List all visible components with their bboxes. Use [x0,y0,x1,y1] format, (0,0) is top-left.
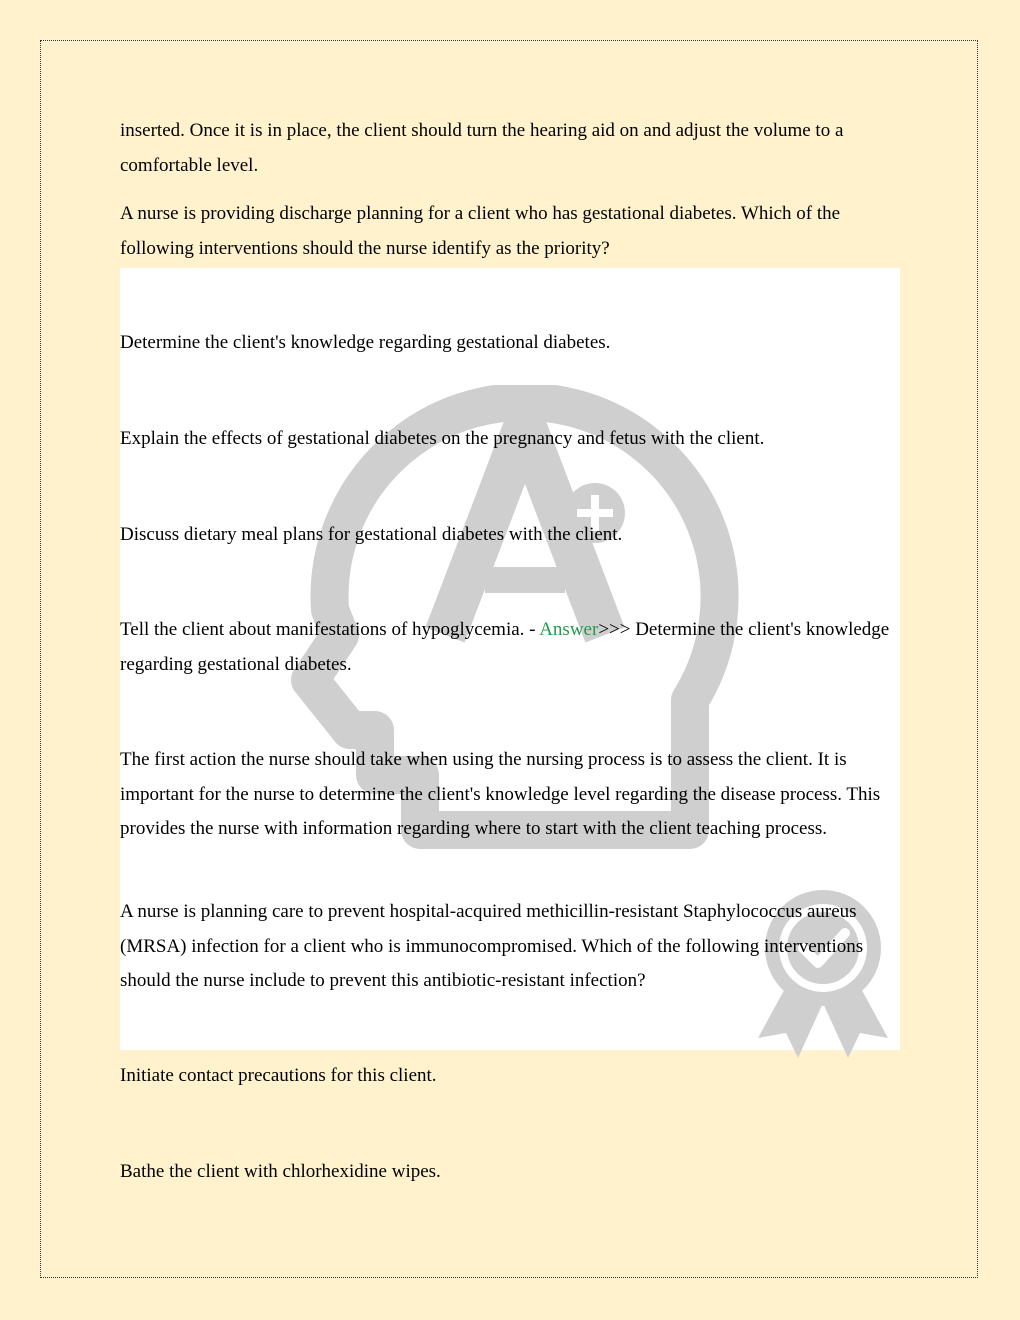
text-paragraph: inserted. Once it is in place, the client should turn the hearing aid on and adjust the volume to a comfortable level. [120,120,844,176]
answer-option: Determine the client's knowledge regarding gestational diabetes. [120,332,611,353]
answer-option-text: Tell the client about manifestations of hypoglycemia. - [120,619,540,640]
answer-option: Bathe the client with chlorhexidine wipes. [120,1161,441,1182]
question-paragraph: A nurse is providing discharge planning for a client who has gestational diabetes. Which of the following interventions should the nurse identify as the priority? [120,203,841,259]
answer-text: >>> Determine the client's knowledge regarding gestational diabetes. [120,619,890,675]
answer-option: Discuss dietary meal plans for gestational diabetes with the client. [120,524,623,545]
answer-option: Initiate contact precautions for this client. [120,1065,437,1086]
rationale-paragraph: The first action the nurse should take when using the nursing process is to assess the client. It is important for the nurse to determine the client's knowledge level regarding the disease process. This provides the nurse with information regarding where to start with the client teaching process. [120,749,881,839]
question-paragraph: A nurse is planning care to prevent hospital-acquired methicillin-resistant Staphylococcus aureus (MRSA) infection for a client who is immunocompromised. Which of the following interventions should the nurse include to prevent this antibiotic-resistant infection? [120,901,864,991]
answer-option-with-answer [120,613,905,682]
answer-option: Explain the effects of gestational diabetes on the pregnancy and fetus with the client. [120,428,765,449]
answer-label: Answer [539,619,599,640]
